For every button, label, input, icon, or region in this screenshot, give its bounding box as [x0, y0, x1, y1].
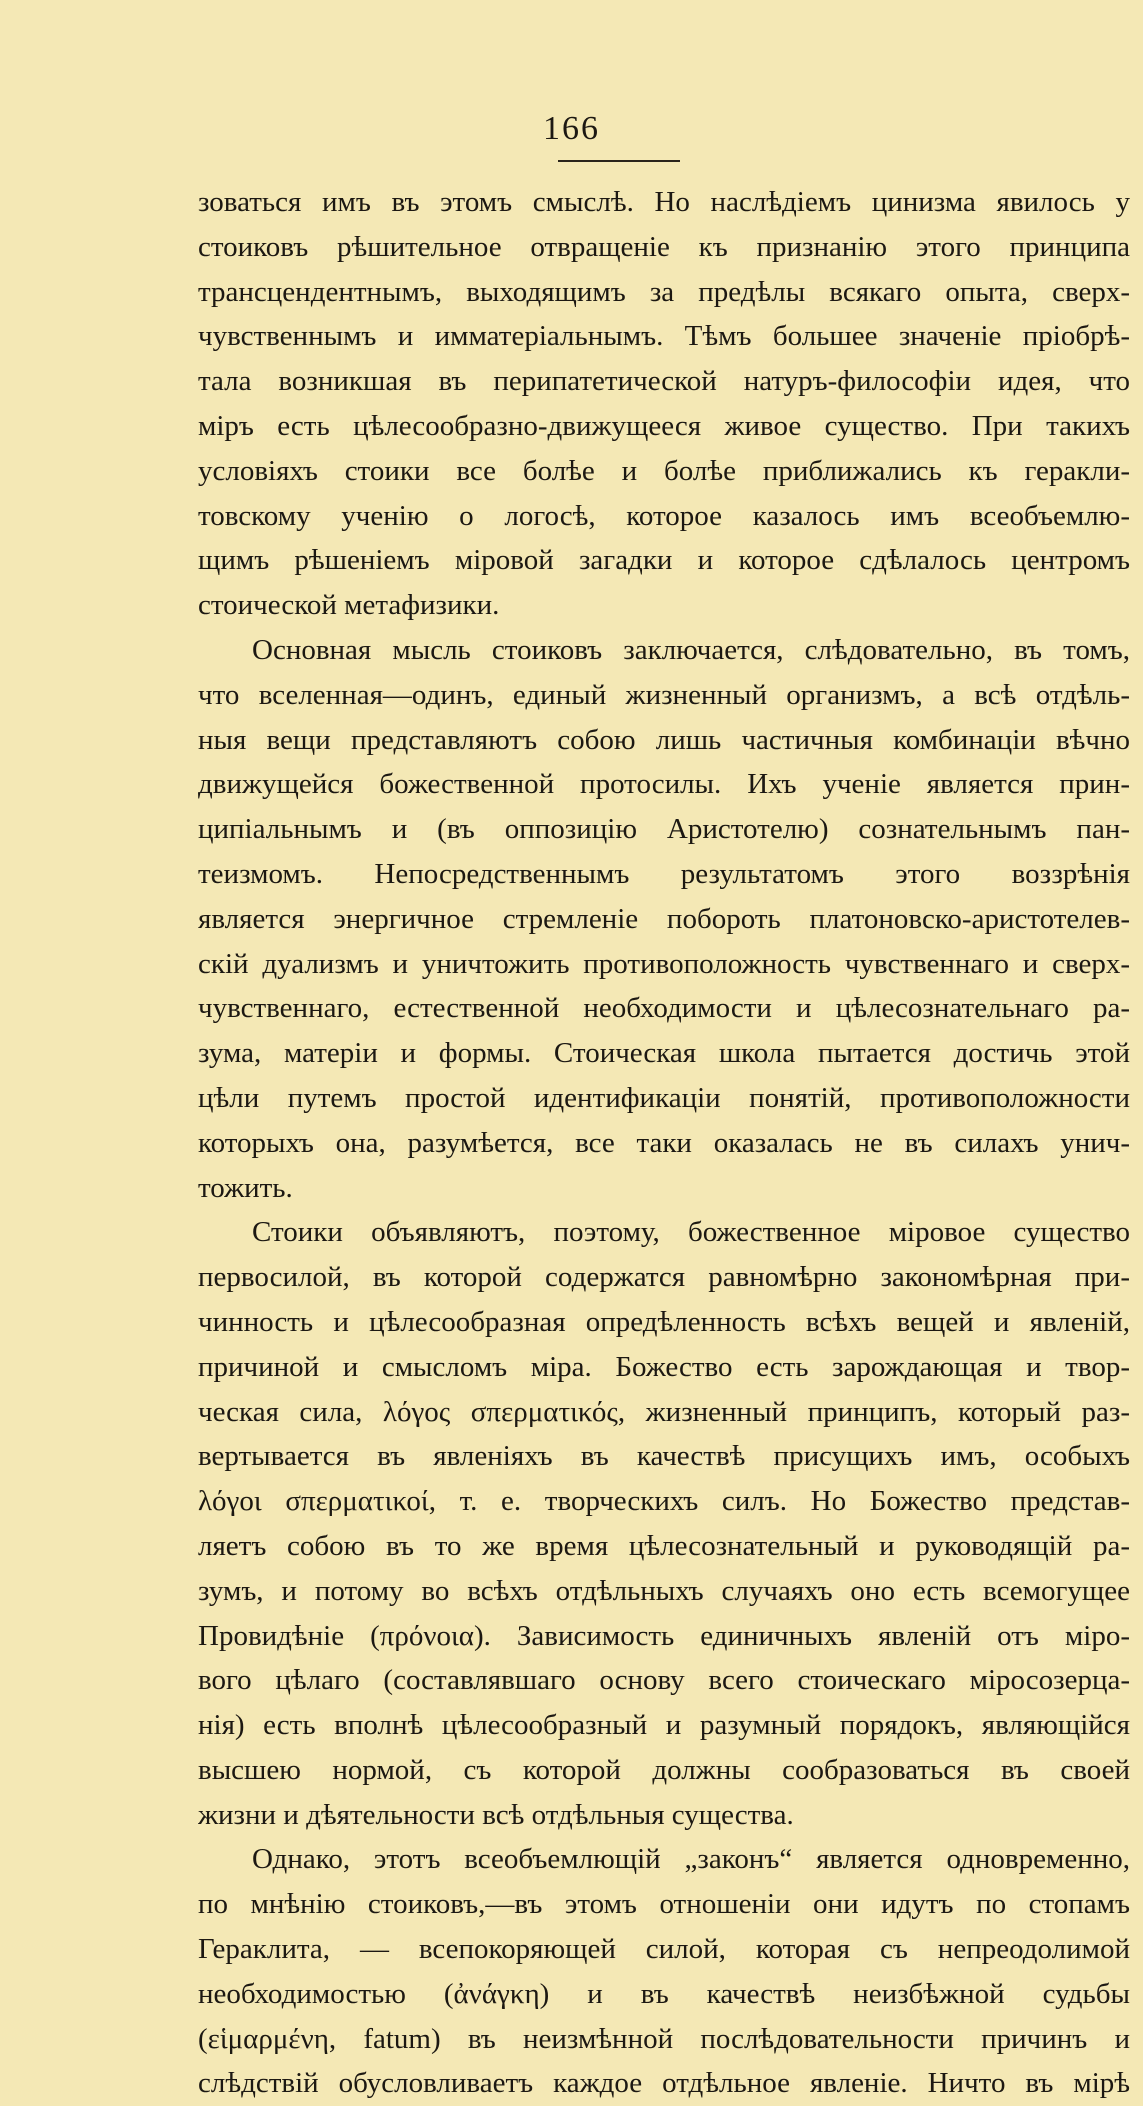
text-line: Стоики объявляютъ, поэтому, божественное міровое существо	[252, 1216, 1130, 1249]
text-line: чувственнымъ и имматеріальнымъ. Тѣмъ большее значеніе пріобрѣ-	[198, 320, 1130, 353]
header-rule	[558, 160, 680, 162]
text-line: тала возникшая въ перипатетической натуръ-философіи идея, что	[198, 365, 1130, 398]
text-line: зума, матеріи и формы. Стоическая школа пытается достичь этой	[198, 1037, 1130, 1070]
text-line: ляетъ собою въ то же время цѣлесознательный и руководящій ра-	[198, 1529, 1130, 1562]
text-line: высшею нормой, съ которой должны сообразоваться въ своей	[198, 1753, 1130, 1786]
text-line: ныя вещи представляютъ собою лишь частичныя комбинаціи вѣчно	[198, 723, 1130, 756]
text-line: цѣли путемъ простой идентификаціи понятій, противоположности	[198, 1081, 1130, 1114]
text-line: условіяхъ стоики все болѣе и болѣе приближались къ геракли-	[198, 454, 1130, 487]
text-line: товскому ученію о логосѣ, которое казалось имъ всеобъемлю-	[198, 499, 1130, 532]
text-line: что вселенная—одинъ, единый жизненный организмъ, а всѣ отдѣль-	[198, 678, 1130, 711]
body-text	[198, 180, 1130, 2106]
text-line: трансцендентнымъ, выходящимъ за предѣлы всякаго опыта, сверх-	[198, 275, 1130, 308]
text-line: міръ есть цѣлесообразно-движущееся живое существо. При такихъ	[198, 409, 1130, 442]
text-line: слѣдствій обусловливаетъ каждое отдѣльное явленіе. Ничто въ мірѣ	[198, 2067, 1130, 2100]
text-line: Провидѣніе (πρόνοια). Зависимость единичныхъ явленій отъ міро-	[198, 1619, 1130, 1652]
text-line: λόγοι σπερματικοί, т. е. творческихъ силъ. Но Божество представ-	[198, 1485, 1130, 1518]
text-line: которыхъ она, разумѣется, все таки оказалась не въ силахъ унич-	[198, 1126, 1130, 1159]
text-line: движущейся божественной протосилы. Ихъ ученіе является прин-	[198, 768, 1130, 801]
text-line: зоваться имъ въ этомъ смыслѣ. Но наслѣдіемъ цинизма явилось у	[198, 186, 1130, 218]
text-line: является энергичное стремленіе побороть платоновско-аристотелев-	[198, 902, 1130, 935]
text-line: зумъ, и потому во всѣхъ отдѣльныхъ случаяхъ оно есть всемогущее	[198, 1574, 1130, 1607]
text-line: Гераклита, — всепокоряющей силой, которая съ непреодолимой	[198, 1933, 1130, 1966]
text-line: вертывается въ явленіяхъ въ качествѣ присущихъ имъ, особыхъ	[198, 1440, 1130, 1473]
text-line: стоиковъ рѣшительное отвращеніе къ признанію этого принципа	[198, 230, 1130, 263]
text-line: нія) есть вполнѣ цѣлесообразный и разумный порядокъ, являющійся	[198, 1709, 1130, 1742]
text-line: Основная мысль стоиковъ заключается, слѣдовательно, въ томъ,	[252, 633, 1130, 666]
text-line: необходимостью (ἀνάγκη) и въ качествѣ неизбѣжной судьбы	[198, 1977, 1130, 2010]
text-line: тожить.	[198, 1171, 293, 1204]
text-line: стоической метафизики.	[198, 589, 500, 622]
text-line: щимъ рѣшеніемъ міровой загадки и которое сдѣлалось центромъ	[198, 544, 1130, 577]
text-line: (εἱμαρμένη, fatum) въ неизмѣнной послѣдовательности причинъ и	[198, 2022, 1130, 2055]
text-line: теизмомъ. Непосредственнымъ результатомъ этого воззрѣнія	[198, 857, 1130, 890]
text-line: ципіальнымъ и (въ оппозицію Аристотелю) сознательнымъ пан-	[198, 813, 1130, 846]
text-line: скій дуализмъ и уничтожить противоположность чувственнаго и сверх-	[198, 947, 1130, 980]
text-line: Однако, этотъ всеобъемлющій „законъ“ является одновременно,	[252, 1843, 1130, 1876]
text-line: чувственнаго, естественной необходимости и цѣлесознательнаго ра-	[198, 992, 1130, 1025]
text-line: первосилой, въ которой содержатся равномѣрно закономѣрная при-	[198, 1261, 1130, 1294]
page-number: 166	[543, 110, 600, 147]
text-line: по мнѣнію стоиковъ,—въ этомъ отношеніи они идутъ по стопамъ	[198, 1888, 1130, 1921]
text-line: ческая сила, λόγος σπερματικός, жизненный принципъ, который раз-	[198, 1395, 1130, 1428]
text-line: вого цѣлаго (составлявшаго основу всего стоическаго міросозерца-	[198, 1664, 1130, 1697]
text-line: жизни и дѣятельности всѣ отдѣльныя существа.	[198, 1798, 794, 1831]
text-line: чинность и цѣлесообразная опредѣленность всѣхъ вещей и явленій,	[198, 1305, 1130, 1338]
text-line: причиной и смысломъ міра. Божество есть зарождающая и твор-	[198, 1350, 1130, 1383]
